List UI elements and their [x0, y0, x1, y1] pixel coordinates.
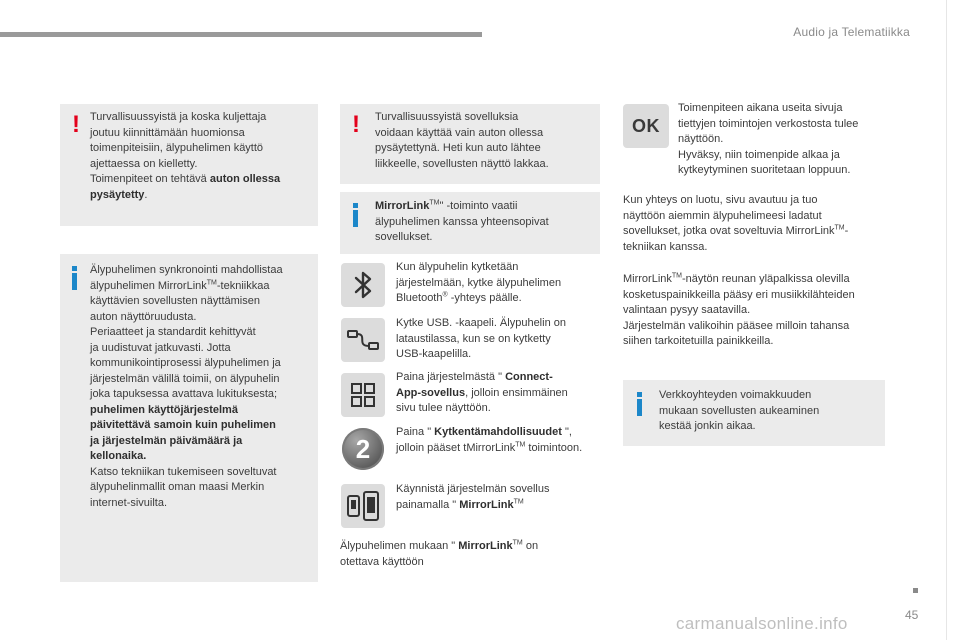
usb-cable-icon — [346, 326, 380, 354]
bluetooth-icon — [351, 270, 375, 300]
mirrorlink-footer-text: Älypuhelimen mukaan " MirrorLink™ on otettava käyttöön — [340, 539, 539, 568]
page-end-marker — [913, 588, 918, 593]
info-icon — [71, 266, 77, 290]
network-info-text: Verkkoyhteyden voimakkuuden mukaan sovellusten aukeaminen kestää jonkin aikaa. — [659, 389, 820, 432]
mirrorlink-step-text: Käynnistä järjestelmän sovellus painamalla " MirrorLink™ — [396, 483, 550, 511]
safety-warning-text: Turvallisuussyistä ja koska kuljettaja joutuu kiinnittämään huomionsa toimenpiteisiin, älypuhelimen käyttö ajettaessa on kielletty. Toimenpiteet on tehtävä auton ollessa pysäytetty. — [90, 111, 281, 201]
mirrorlink-info-text: MirrorLink™" -toiminto vaatii älypuhelimen kanssa yhteensopivat sovellukset. — [375, 199, 549, 243]
warning-icon: ! — [352, 111, 360, 138]
ok-step-text: Toimenpiteen aikana useita sivuja tiettyjen toimintojen verkostosta tulee näyttöön. Hyväksy, niin toimenpide alkaa ja kytkeytyminen suoritetaan loppuun. — [678, 102, 859, 176]
connect-app-step-text: Paina järjestelmästä " Connect- App-sovellus, jolloin ensimmäinen sivu tulee näyttöön. — [396, 371, 568, 414]
mirrorlink-phone-icon — [346, 490, 380, 522]
mirrorlink-tile — [341, 484, 385, 528]
bluetooth-step-text: Kun älypuhelin kytketään järjestelmään, kytke älypuhelimen Bluetooth® -yhteys päälle. — [396, 261, 562, 304]
connect-app-tile — [341, 373, 385, 417]
page-number: 45 — [905, 608, 919, 622]
mirrorlink-screen-paragraph: MirrorLink™-näytön reunan yläpalkissa olevilla kosketuspainikkeilla pääsy eri musiikkilähteiden valintaan pysyy saatavilla. Järjestelmän valikoihin pääsee milloin tahansa siihen tarkoitetuilla painikkeilla. — [623, 272, 855, 347]
sync-info-text: Älypuhelimen synkronointi mahdollistaa älypuhelimen MirrorLink™-tekniikkaa käyttävien sovellusten näyttämisen auton näyttöruudusta. Periaatteet ja standardit kehittyvät ja uudistuvat jatkuvasti. Jotta kommunikointiprosessi älypuhelimen ja järjestelmän välillä toimii, on älypuhelin joka tapuksessa avattava lukituksesta; puhelimen käyttöjärjestelmä päivitettävä samoin kuin puhelimen ja järjestelmän päivämäärä ja kellonaika. Katso tekniikan tukemiseen soveltuvat älypuhelinmallit oman maasi Merkin internet-sivuilta. — [90, 264, 283, 509]
usb-tile — [341, 318, 385, 362]
connection-paragraph: Kun yhteys on luotu, sivu avautuu ja tuo näyttöön aiemmin älypuhelimeesi ladatut sovellukset, jotka ovat soveltuvia MirrorLink™- tekniikan kanssa. — [623, 194, 849, 253]
app-safety-warning-text: Turvallisuussyistä sovelluksia voidaan käyttää vain auton ollessa pysäytettynä. Heti kun auto lähtee liikkeelle, sovellusten näyttö lakkaa. — [375, 111, 549, 170]
apps-grid-icon — [349, 381, 377, 409]
connectivity-step-text: Paina " Kytkentämahdollisuudet ", jolloin pääset tMirrorLink™ toimintoon. — [396, 426, 583, 454]
header-rule — [0, 32, 482, 37]
usb-step-text: Kytke USB. -kaapeli. Älypuhelin on lataustilassa, kun se on kytketty USB-kaapelilla. — [396, 317, 566, 360]
warning-icon: ! — [72, 111, 80, 138]
ok-button-icon: OK — [623, 104, 669, 148]
info-icon — [636, 392, 642, 416]
bluetooth-tile — [341, 263, 385, 307]
section-title: Audio ja Telematiikka — [793, 25, 910, 39]
info-icon — [352, 203, 358, 227]
watermark: carmanualsonline.info — [676, 614, 848, 633]
page-edge-line — [946, 0, 947, 640]
step-number-badge: 2 — [342, 428, 384, 470]
